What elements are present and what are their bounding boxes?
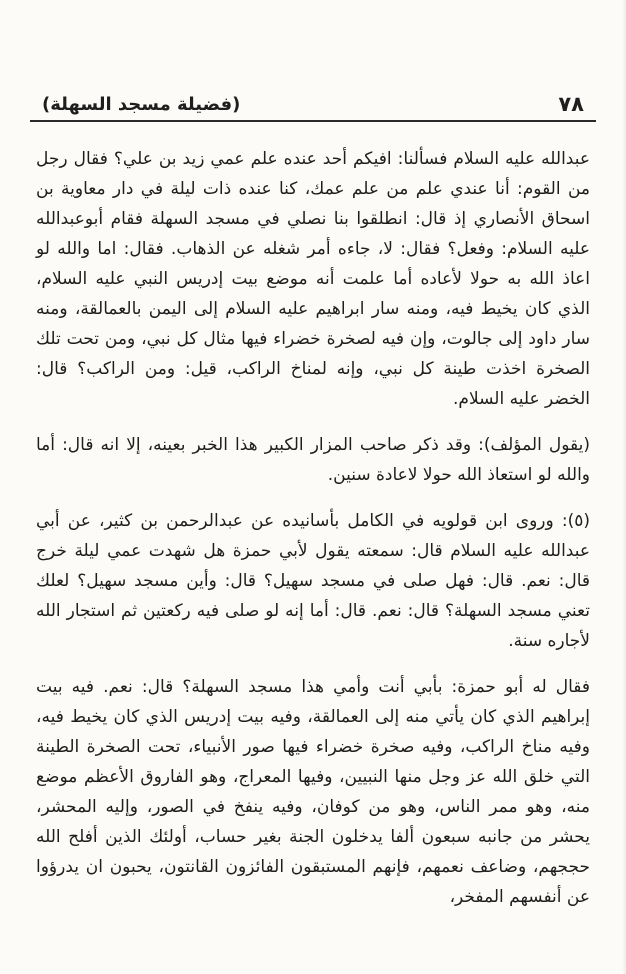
header-divider <box>30 120 596 122</box>
paragraph-4: فقال له أبو حمزة: بأبي أنت وأمي هذا مسجد السهلة؟ قال: نعم. فيه بيت إبراهيم الذي كان يأتي منه إلى العمالقة، وفيه بيت إدريس الذي كان يخيط فيه، وفيه مناخ الراكب، وفيه صخرة خضراء فيها صور الأنبياء، تحت الصخرة الطينة التي خلق الله عز وجل منها النبيين، وفيها المعراج، وهو الفاروق الأعظم موضع منه، وهو ممر الناس، وهو من كوفان، وفيه ينفخ في الصور، وإليه المحشر، يحشر من جانبه سبعون ألفا يدخلون الجنة بغير حساب، أولئك الذين أفلح الله حججهم، وضاعف نعمهم، فإنهم المستبقون الفائزون القانتون، يحبون ان يدرؤوا عن أنفسهم المفخر، <box>36 677 590 907</box>
page-header <box>30 86 596 122</box>
page-number: ٧٨ <box>558 92 584 116</box>
running-title: (فضيلة مسجد السهلة) <box>42 94 241 115</box>
paragraph-1: عبدالله عليه السلام فسألنا: افيكم أحد عنده علم عمي زيد بن علي؟ فقال رجل من القوم: أنا عندي علم من علم عمك، كنا عنده ذات ليلة في دار معاوية بن اسحاق الأنصاري إذ قال: انطلقوا بنا نصلي في مسجد السهلة فقام أبوعبدالله عليه السلام: وفعل؟ فقال: لا، جاءه أمر شغله عن الذهاب. فقال: اما والله لو اعاذ الله به حولا لأعاده أما علمت أنه موضع بيت إدريس النبي عليه السلام، الذي كان يخيط فيه، ومنه سار ابراهيم عليه السلام إلى اليمن بالعمالقة، ومنه سار داود إلى جالوت، وإن فيه لصخرة خضراء فيها مثال كل نبي، ومن تحت تلك الصخرة اخذت طينة كل نبي، وإنه لمناخ الراكب، قيل: ومن الراكب؟ قال: الخضر عليه السلام. <box>36 149 590 409</box>
body-text <box>36 144 590 912</box>
paragraph-3: (٥): وروى ابن قولويه في الكامل بأسانيده عن عبدالرحمن بن كثير، عن أبي عبدالله عليه السلام قال: سمعته يقول لأبي حمزة هل شهدت عمي ليلة خرج قال: نعم. قال: فهل صلى في مسجد سهيل؟ قال: وأين مسجد سهيل؟ لعلك تعني مسجد السهلة؟ قال: نعم. قال: أما إنه لو صلى فيه ركعتين ثم استجار الله لأجاره سنة. <box>36 511 590 651</box>
paragraph-2: (يقول المؤلف): وقد ذكر صاحب المزار الكبير هذا الخبر بعينه، إلا انه قال: أما والله لو استعاذ الله حولا لاعادة سنين. <box>36 435 590 485</box>
page-edge-shadow <box>622 0 626 974</box>
